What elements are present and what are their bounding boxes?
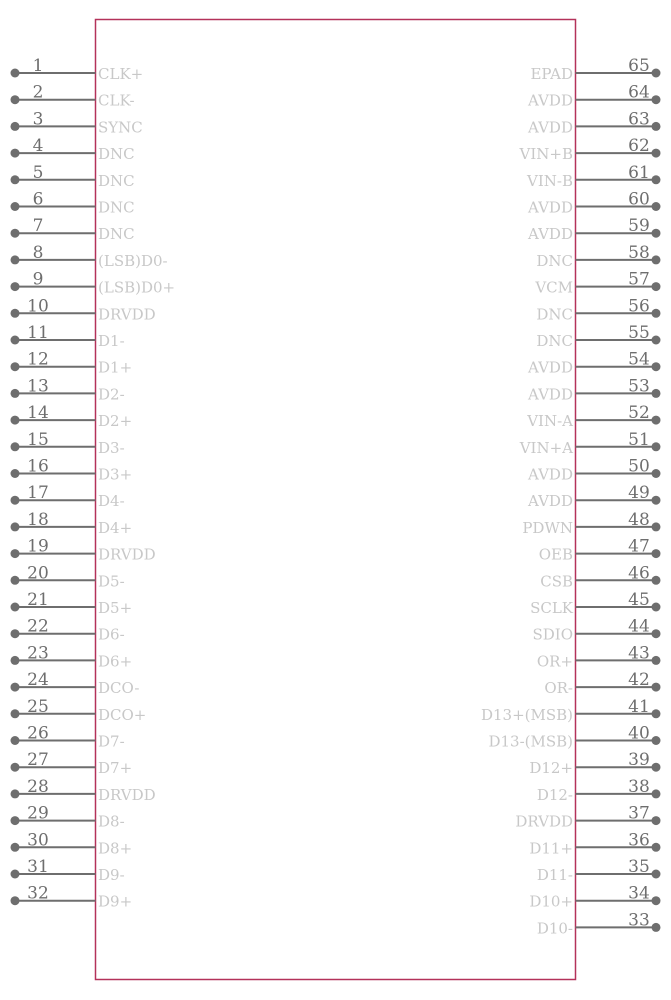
pin-number: 1 (32, 56, 44, 76)
right-pin-column (481, 56, 661, 937)
pin-name: D2- (98, 385, 125, 404)
pin-number: 49 (628, 483, 650, 504)
pin-connection-dot (652, 442, 661, 451)
pin-41 (481, 697, 661, 724)
ic-body-outline (96, 20, 576, 980)
pin-name: D1- (98, 332, 125, 350)
pin-number: 35 (628, 857, 650, 877)
pin-name: VIN+A (519, 438, 573, 457)
pin-35 (537, 857, 661, 884)
pin-number: 43 (628, 643, 650, 664)
pin-3 (11, 109, 143, 136)
pin-44 (532, 617, 660, 644)
pin-12 (11, 350, 133, 377)
pin-number: 62 (628, 136, 650, 157)
pin-connection-dot (11, 496, 20, 505)
pin-14 (11, 403, 133, 430)
pin-number: 55 (628, 323, 650, 343)
pin-number: 24 (27, 670, 49, 691)
pin-name: D7+ (98, 759, 133, 778)
pin-connection-dot (652, 95, 661, 104)
pin-name: OR- (544, 679, 573, 698)
pin-name: AVDD (528, 492, 573, 511)
pin-number: 32 (27, 883, 49, 904)
pin-32 (11, 884, 133, 911)
pin-connection-dot (11, 69, 20, 78)
pin-number: 21 (27, 590, 49, 610)
pin-connection-dot (11, 576, 20, 585)
pin-connection-dot (11, 149, 20, 158)
pin-name: VIN+B (519, 145, 573, 164)
pin-connection-dot (11, 95, 20, 104)
pin-name: D6- (98, 625, 125, 644)
pin-19 (11, 537, 156, 564)
pin-connection-dot (652, 309, 661, 318)
pin-name: DCO+ (98, 705, 147, 724)
pin-name: DRVDD (98, 545, 156, 564)
pin-number: 37 (628, 803, 650, 824)
pin-connection-dot (652, 202, 661, 211)
pin-22 (11, 617, 125, 644)
pin-number: 38 (628, 776, 650, 797)
pin-connection-dot (11, 789, 20, 798)
pin-connection-dot (652, 709, 661, 718)
pin-connection-dot (652, 69, 661, 78)
pin-connection-dot (652, 683, 661, 692)
pin-number: 6 (32, 189, 44, 210)
pin-number: 13 (27, 376, 49, 397)
pin-connection-dot (652, 603, 661, 612)
pin-connection-dot (11, 763, 20, 772)
pin-number: 2 (32, 82, 44, 103)
pin-25 (11, 697, 147, 724)
pin-name: (LSB)D0- (98, 251, 168, 270)
pin-number: 44 (628, 616, 650, 637)
pin-7 (11, 216, 135, 243)
pin-connection-dot (11, 416, 20, 425)
pin-name: CLK- (98, 91, 135, 110)
pin-connection-dot (11, 896, 20, 905)
pin-56 (536, 296, 660, 323)
pin-65 (530, 56, 660, 83)
pin-47 (539, 537, 661, 564)
pin-23 (11, 643, 133, 670)
pin-number: 11 (27, 323, 49, 343)
pin-number: 27 (27, 750, 49, 771)
pin-number: 45 (628, 590, 650, 610)
pin-name: D4- (98, 492, 125, 511)
pin-number: 51 (628, 429, 650, 450)
pin-number: 29 (27, 803, 49, 824)
pin-name: DRVDD (98, 785, 156, 804)
pin-20 (11, 563, 125, 590)
pin-number: 25 (27, 696, 49, 717)
pin-48 (522, 510, 660, 537)
pin-name: (LSB)D0+ (98, 278, 176, 297)
pin-40 (488, 724, 660, 751)
pin-connection-dot (11, 122, 20, 131)
pin-connection-dot (652, 763, 661, 772)
pin-34 (529, 884, 660, 911)
pin-number: 42 (628, 670, 650, 691)
pin-number: 56 (628, 296, 650, 317)
pin-name: DNC (98, 198, 135, 217)
pin-58 (536, 243, 660, 270)
pin-55 (536, 323, 660, 350)
pin-connection-dot (11, 229, 20, 238)
pin-name: D4+ (98, 518, 133, 537)
pin-connection-dot (11, 522, 20, 531)
pin-connection-dot (652, 229, 661, 238)
pin-name: SDIO (532, 625, 573, 644)
pin-connection-dot (652, 149, 661, 158)
pin-connection-dot (11, 309, 20, 318)
pin-number: 7 (32, 216, 44, 237)
pin-name: D1+ (98, 358, 133, 377)
pin-57 (534, 270, 660, 297)
pin-53 (527, 376, 660, 403)
pin-name: D8- (98, 812, 125, 831)
pin-connection-dot (652, 175, 661, 184)
pin-name: EPAD (530, 65, 573, 83)
pin-62 (519, 136, 661, 163)
pin-name: DNC (98, 171, 135, 190)
pin-50 (527, 457, 660, 484)
pin-name: AVDD (528, 198, 573, 217)
pin-11 (11, 323, 125, 350)
pin-name: D12+ (529, 759, 573, 778)
pin-27 (11, 750, 133, 777)
pin-name: D11- (536, 866, 573, 884)
pin-number: 26 (27, 723, 49, 744)
pin-name: AVDD (528, 91, 573, 110)
pin-number: 15 (27, 429, 49, 450)
pin-number: 23 (27, 643, 49, 664)
pin-connection-dot (652, 122, 661, 131)
pin-connection-dot (11, 469, 20, 478)
pin-4 (11, 136, 135, 163)
pin-number: 39 (628, 750, 650, 771)
pin-49 (527, 483, 660, 510)
pin-connection-dot (652, 469, 661, 478)
pin-name: DNC (98, 145, 135, 164)
pin-21 (11, 590, 133, 617)
pin-number: 20 (27, 563, 49, 584)
pin-connection-dot (652, 416, 661, 425)
pin-connection-dot (11, 362, 20, 371)
pin-number: 28 (27, 776, 49, 797)
pin-number: 36 (628, 830, 650, 851)
pin-connection-dot (652, 336, 661, 345)
pin-connection-dot (11, 336, 20, 345)
pin-connection-dot (652, 282, 661, 291)
pin-connection-dot (11, 656, 20, 665)
pin-45 (530, 590, 660, 617)
pin-number: 5 (32, 162, 44, 183)
pin-name: DNC (98, 225, 135, 244)
pin-number: 34 (628, 883, 650, 904)
pin-connection-dot (11, 389, 20, 398)
pin-name: DNC (536, 305, 573, 324)
pin-name: D3- (98, 438, 125, 457)
pin-number: 10 (27, 296, 49, 317)
pin-28 (11, 777, 156, 804)
pin-38 (537, 777, 661, 804)
pin-16 (11, 457, 133, 484)
pin-number: 50 (628, 456, 650, 477)
pin-number: 61 (628, 162, 650, 183)
pin-name: D12- (536, 785, 573, 804)
pin-name: D13-(MSB) (488, 732, 573, 751)
pin-name: D7- (98, 732, 125, 751)
pin-10 (11, 296, 156, 323)
pin-name: CLK+ (98, 65, 144, 83)
pin-name: AVDD (528, 225, 573, 244)
pin-43 (537, 643, 661, 670)
pin-name: D5+ (98, 599, 133, 617)
pin-connection-dot (652, 522, 661, 531)
pin-26 (11, 724, 125, 751)
pin-connection-dot (11, 202, 20, 211)
pin-number: 58 (628, 242, 650, 263)
pin-connection-dot (11, 549, 20, 558)
pin-name: SYNC (98, 118, 143, 137)
pin-name: DRVDD (515, 812, 573, 831)
pin-number: 14 (27, 403, 49, 424)
pin-name: D10+ (529, 892, 573, 911)
pin-name: VIN-B (527, 171, 573, 190)
pin-name: VCM (535, 278, 573, 297)
pin-46 (540, 563, 660, 590)
pin-connection-dot (652, 789, 661, 798)
pin-29 (11, 804, 125, 831)
pin-name: D5- (98, 572, 125, 591)
pin-number: 47 (628, 536, 650, 557)
pin-name: D9+ (98, 892, 133, 911)
pin-number: 41 (628, 696, 650, 717)
pin-name: D9- (98, 866, 125, 884)
pin-connection-dot (652, 923, 661, 932)
pin-connection-dot (11, 442, 20, 451)
pin-number: 12 (27, 349, 49, 370)
pin-number: 16 (27, 456, 49, 477)
pin-name: DCO- (98, 679, 140, 698)
pin-54 (527, 350, 660, 377)
pin-number: 9 (32, 269, 44, 290)
pin-connection-dot (652, 896, 661, 905)
pin-30 (11, 830, 133, 857)
pin-name: D2+ (98, 412, 133, 431)
pin-name: DNC (536, 251, 573, 270)
pin-connection-dot (652, 389, 661, 398)
pin-number: 57 (628, 269, 650, 290)
pin-connection-dot (652, 496, 661, 505)
pin-name: D10- (536, 919, 573, 938)
pin-17 (11, 483, 125, 510)
pin-5 (11, 163, 135, 190)
pin-connection-dot (652, 843, 661, 852)
pin-60 (527, 190, 660, 217)
pin-name: CSB (540, 572, 573, 591)
pin-number: 63 (628, 109, 650, 130)
pin-31 (11, 857, 125, 884)
pin-number: 30 (27, 830, 49, 851)
pin-number: 3 (32, 109, 44, 130)
pin-connection-dot (652, 576, 661, 585)
pin-number: 4 (32, 136, 44, 157)
pin-connection-dot (11, 843, 20, 852)
pin-number: 18 (27, 509, 49, 530)
pin-number: 33 (628, 910, 650, 931)
pin-18 (11, 510, 133, 537)
pin-connection-dot (11, 816, 20, 825)
pin-number: 59 (628, 216, 650, 237)
pin-number: 60 (628, 189, 650, 210)
pin-name: OR+ (536, 652, 573, 671)
pin-13 (11, 376, 125, 403)
pin-connection-dot (652, 736, 661, 745)
pin-name: AVDD (528, 465, 573, 484)
pin-24 (11, 670, 140, 697)
pin-64 (527, 83, 660, 110)
pin-2 (11, 83, 135, 110)
pin-number: 19 (27, 536, 49, 557)
pin-connection-dot (11, 870, 20, 879)
pin-61 (526, 163, 660, 190)
pin-connection-dot (652, 816, 661, 825)
pin-number: 31 (27, 857, 49, 877)
pin-name: D6+ (98, 652, 133, 671)
pin-name: DNC (536, 332, 573, 350)
pin-connection-dot (11, 603, 20, 612)
pin-connection-dot (11, 683, 20, 692)
pin-connection-dot (11, 175, 20, 184)
left-pin-column (11, 56, 176, 911)
pin-number: 64 (628, 82, 650, 103)
pin-52 (526, 403, 660, 430)
pin-name: D11+ (529, 839, 573, 858)
pin-connection-dot (11, 629, 20, 638)
pin-number: 48 (628, 509, 650, 530)
pin-63 (527, 109, 660, 136)
pin-connection-dot (11, 282, 20, 291)
pin-59 (527, 216, 660, 243)
pin-name: D3+ (98, 465, 133, 484)
pin-connection-dot (652, 870, 661, 879)
pin-name: D13+(MSB) (480, 705, 573, 724)
pin-name: OEB (538, 545, 573, 564)
pin-name: AVDD (528, 385, 573, 404)
pin-number: 22 (27, 616, 49, 637)
pin-connection-dot (652, 549, 661, 558)
pin-name: SCLK (530, 599, 573, 617)
pin-number: 17 (27, 483, 49, 504)
pin-number: 52 (628, 403, 650, 424)
pin-39 (529, 750, 660, 777)
pin-name: D8+ (98, 839, 133, 858)
pin-connection-dot (652, 362, 661, 371)
pin-number: 40 (628, 723, 650, 744)
pin-6 (11, 190, 135, 217)
pin-name: AVDD (528, 358, 573, 377)
pin-name: AVDD (528, 118, 573, 137)
pin-connection-dot (652, 656, 661, 665)
pin-number: 65 (628, 56, 650, 76)
pin-33 (537, 910, 661, 937)
pin-36 (529, 830, 660, 857)
pin-42 (544, 670, 660, 697)
pin-9 (11, 270, 176, 297)
pin-51 (519, 430, 661, 457)
pin-connection-dot (11, 709, 20, 718)
pin-connection-dot (11, 255, 20, 264)
pin-name: PDWN (522, 518, 573, 537)
pin-1 (11, 56, 144, 83)
pin-number: 53 (628, 376, 650, 397)
pin-number: 46 (628, 563, 650, 584)
pin-connection-dot (11, 736, 20, 745)
pin-number: 54 (628, 349, 650, 370)
pin-connection-dot (652, 255, 661, 264)
pin-number: 8 (32, 242, 44, 263)
pin-name: VIN-A (527, 412, 573, 431)
pin-8 (11, 243, 168, 270)
pin-37 (515, 804, 660, 831)
pin-connection-dot (652, 629, 661, 638)
pin-name: DRVDD (98, 305, 156, 324)
pin-15 (11, 430, 125, 457)
